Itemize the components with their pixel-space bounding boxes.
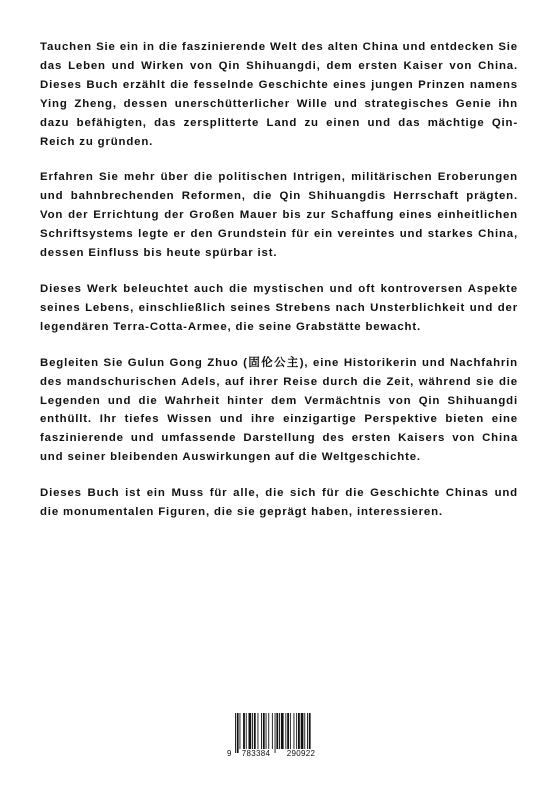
blurb-paragraph-5: Dieses Buch ist ein Muss für alle, die sich für die Geschichte Chinas und die monumentalen Figuren, die sie geprägt haben, interessieren. (40, 487, 518, 519)
barcode-bar (249, 713, 252, 749)
barcode-bar (240, 713, 241, 749)
barcode-bar (266, 713, 267, 749)
barcode-bar (287, 713, 289, 749)
barcode-bar (276, 713, 278, 749)
barcode-bar (309, 713, 311, 753)
barcode-digits (227, 749, 331, 763)
barcode-bar (272, 713, 273, 749)
barcode-bar (268, 713, 269, 749)
isbn-barcode (227, 713, 331, 765)
blurb-paragraph-3: Dieses Werk beleuchtet auch die mystischen und oft kontroversen Aspekte seines Lebens, einschließlich seines Strebens nach Unsterblichkeit und der legendären Terra-Cotta-Armee, die seine Grabstätte bewacht. (40, 282, 518, 333)
barcode-prefix-digit: 9 (227, 749, 232, 758)
barcode-bar (290, 713, 291, 749)
barcode-bar (237, 713, 239, 753)
barcode-bar (235, 713, 236, 753)
barcode-bar (296, 713, 297, 749)
barcode-bar (252, 713, 253, 749)
barcode-bar (263, 713, 265, 749)
barcode-bar (304, 713, 305, 749)
barcode-bar (243, 713, 245, 749)
barcode-bar (294, 713, 295, 749)
barcode-bar (258, 713, 259, 749)
barcode-bar (307, 713, 308, 753)
barcode-bar (254, 713, 256, 749)
barcode-bar (246, 713, 247, 749)
barcode-bar (261, 713, 262, 749)
barcode-bar (281, 713, 284, 749)
barcode-bar (301, 713, 304, 749)
barcode-bar (285, 713, 286, 749)
blurb-paragraph-1: Tauchen Sie ein in die faszinierende Welt des alten China und entdecken Sie das Leben und Wirken von Qin Shihuangdi, dem ersten Kaiser von China. Dieses Buch erzählt die fesselnde Geschichte eines jungen Prinzen namens Ying Zheng, dessen unerschütterlicher Wille und strategisches Genie ihn dazu befähigten, das zersplitterte Land zu einen und das mächtige Qin-Reich zu gründen. (40, 41, 518, 148)
barcode-right-digits: 290922 (286, 749, 316, 758)
blurb-text (40, 38, 518, 539)
barcode-bar (275, 713, 276, 753)
barcode-left-digits: 783384 (241, 749, 271, 758)
barcode-bar (279, 713, 280, 749)
barcode-bars (227, 713, 331, 753)
barcode-bar (298, 713, 300, 749)
blurb-paragraph-2: Erfahren Sie mehr über die politischen Intrigen, militärischen Eroberungen und bahnbrechenden Reformen, die Qin Shihuangdis Herrschaft prägten. Von der Errichtung der Großen Mauer bis zur Schaffung eines einheitlichen Schriftsystems legte er den Grundstein für ein vereintes und starkes China, dessen Einfluss bis heute spürbar ist. (40, 171, 518, 260)
blurb-paragraph-4: Begleiten Sie Gulun Gong Zhuo (固伦公主), eine Historikerin und Nachfahrin des mandschurischen Adels, auf ihrer Reise durch die Zeit, während sie die Legenden und die Wahrheit hinter dem Vermächtnis von Qin Shihuangdi enthüllt. Ihr tiefes Wissen und ihre einzigartige Perspektive bieten eine faszinierende und umfassende Darstellung des ersten Kaisers von China und seiner bleibenden Auswirkungen auf die Weltgeschichte. (40, 356, 518, 464)
